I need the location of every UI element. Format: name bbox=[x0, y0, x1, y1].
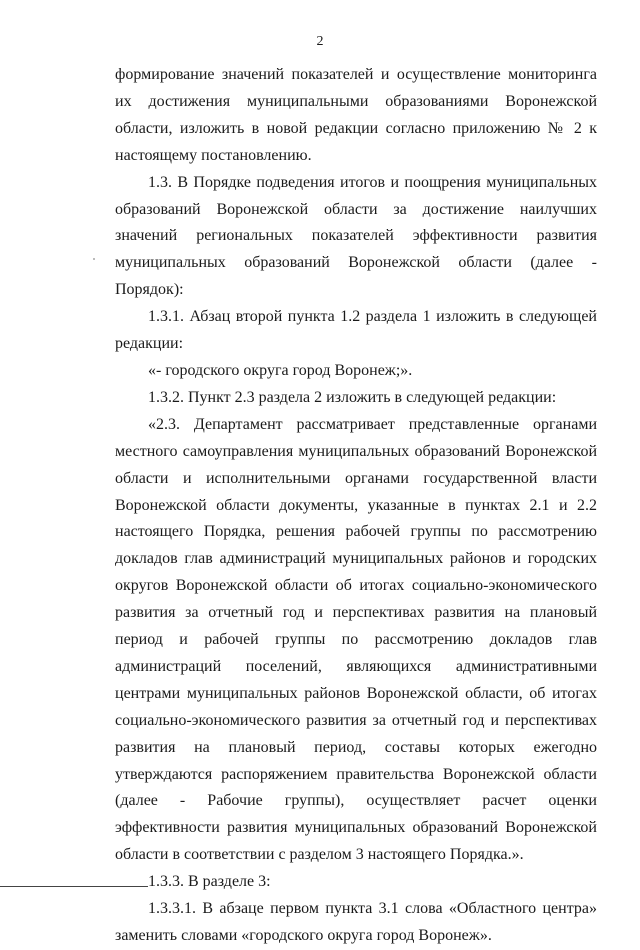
text-line: рассмотрению докладов глав администраций поселений, являющихся bbox=[115, 631, 598, 675]
document-body bbox=[115, 62, 597, 950]
text-line: 1.3.3.1. В абзаце первом пункта 3.1 слова «Областного центра» bbox=[148, 900, 597, 918]
text-line: 1.3.3. В разделе 3: bbox=[148, 873, 271, 891]
text-line: 1.3.2. Пункт 2.3 раздела 2 изложить в следующей редакции: bbox=[148, 388, 557, 406]
paragraph-1-3-2 bbox=[115, 385, 597, 412]
text-line: изложить в новой редакции согласно приложению № 2 к настоящему bbox=[115, 119, 598, 164]
paragraph-2-3 bbox=[115, 412, 597, 869]
text-line: самоуправления муниципальных образований Воронежской области и bbox=[115, 442, 598, 487]
paragraph-1-3-3 bbox=[115, 869, 597, 896]
paragraph-quote-voronezh bbox=[115, 358, 597, 385]
text-line: заменить словами «городского округа город Воронеж». bbox=[115, 927, 492, 944]
text-line: соответствии с разделом 3 настоящего Порядка.». bbox=[184, 846, 524, 864]
text-line: перспективах развития на плановый период и рабочей группы по bbox=[115, 604, 598, 649]
text-line: региональных показателей эффективности развития муниципальных bbox=[115, 227, 598, 272]
page-number: 2 bbox=[316, 34, 324, 49]
text-line: образований Воронежской области за достижение наилучших значений bbox=[115, 200, 597, 245]
text-line: перспективах развития на плановый период, составы которых ежегодно bbox=[115, 711, 598, 756]
paragraph-1-3 bbox=[115, 170, 597, 305]
text-line: муниципальных районов и городских округов Воронежской области об bbox=[115, 550, 598, 595]
text-line: 1.3. В Порядке подведения итогов и поощрения муниципальных bbox=[148, 173, 597, 191]
text-line: формирование значений показателей и осуществление мониторинга их bbox=[115, 66, 597, 110]
text-line: развития муниципальных образований Воронежской области в bbox=[115, 819, 597, 864]
text-line: достижения муниципальными образованиями Воронежской области, bbox=[115, 92, 597, 137]
scan-speck bbox=[93, 258, 95, 260]
text-line: образований Воронежской области (далее - Порядок): bbox=[115, 254, 597, 299]
text-line: исполнительными органами государственной власти Воронежской области bbox=[115, 469, 598, 514]
text-line: редакции: bbox=[115, 335, 184, 353]
paragraph-1-3-3-1 bbox=[115, 896, 597, 950]
text-line: итогах социально-экономического развития за отчетный год и bbox=[115, 577, 598, 622]
text-line: «- городского округа город Воронеж;». bbox=[148, 361, 413, 379]
text-line: рабочей группы по рассмотрению докладов глав администраций bbox=[115, 523, 597, 568]
text-line: утверждаются распоряжением правительства Воронежской области bbox=[115, 765, 597, 783]
paragraph-appendix-2 bbox=[115, 62, 597, 170]
paragraph-1-3-1 bbox=[115, 304, 597, 358]
text-line: (далее - Рабочие группы), осуществляет расчет оценки эффективности bbox=[115, 792, 597, 837]
text-line: постановлению. bbox=[201, 146, 312, 164]
text-line: «2.3. Департамент рассматривает представленные органами местного bbox=[115, 415, 597, 460]
footer-rule bbox=[0, 886, 148, 887]
text-line: области, об итогах социально-экономического развития за отчетный год и bbox=[115, 684, 598, 729]
text-line: документы, указанные в пунктах 2.1 и 2.2 настоящего Порядка, решения bbox=[115, 496, 598, 541]
text-line: 1.3.1. Абзац второй пункта 1.2 раздела 1 изложить в следующей bbox=[148, 308, 597, 326]
text-line: административными центрами муниципальных районов Воронежской bbox=[115, 657, 598, 702]
